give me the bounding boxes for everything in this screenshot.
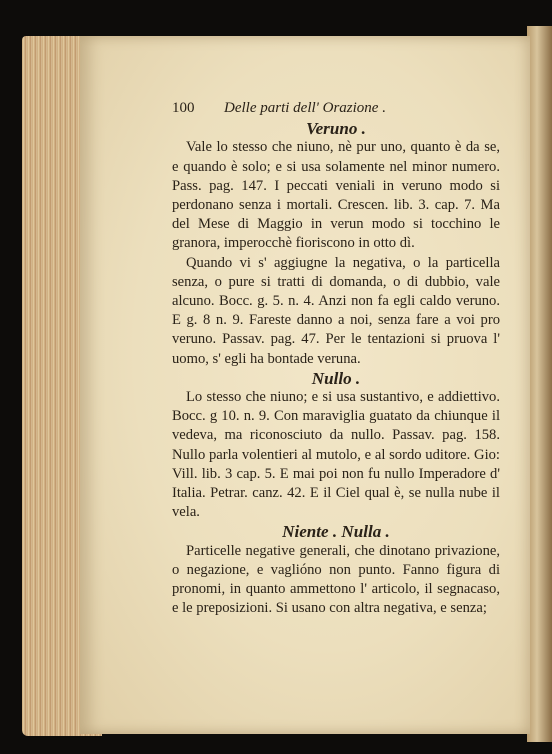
paragraph: Particelle negative generali, che dinotano privazione, o negazione, e vaglióno non punto. Fanno figura di pronomi, in quanto ammettono l' articolo, il segnacaso, e le preposizioni. Si usano con altra negativa, e senza; [172, 542, 500, 617]
paragraph: Vale lo stesso che niuno, nè pur uno, quanto è da se, e quando è solo; e si usa solamente nel minor numero. Pass. pag. 147. I peccati veniali in veruno modo si perdonano senza i mortali. Crescen. lib. 3. cap. 7. Ma del Mese di Maggio in verun modo si tocchino le granora, imperocchè fioriscono in otto dì. [172, 139, 500, 252]
section-heading-niente-nulla: Niente . Nulla . [282, 522, 390, 542]
section-heading-nullo: Nullo . [311, 368, 361, 388]
running-title: Delle parti dell' Orazione . [224, 100, 386, 116]
page-text [172, 99, 500, 618]
facing-page-edge [527, 26, 552, 742]
paragraph: Quando vi s' aggiugne la negativa, o la particella senza, o pure si tratti di domanda, o di dubbio, vale alcuno. Bocc. g. 5. n. 4. Anzi non fa egli caldo veruno. E g. 8 n. 9. Fareste danno a noi, senza fare a voi pro veruno. Passav. pag. 47. Per le tentazioni si pruova l' uomo, s' egli ha bontade veruna. [172, 254, 500, 367]
running-head [172, 99, 500, 118]
paragraph: Lo stesso che niuno; e si usa sustantivo, e addiettivo. Bocc. g 10. n. 9. Con maraviglia guatato da chiunque il vedeva, ma riconosciuto da nullo. Passav. pag. 158. Nullo parla volentieri al mutolo, e al sordo uditore. Gio: Vill. lib. 3 cap. 5. E mai poi non fu nullo Imperadore d' Italia. Petrar. canz. 42. E il Ciel qual è, se nulla nube il vela. [172, 389, 500, 521]
page-number: 100 [172, 100, 195, 116]
section-heading-veruno: Veruno . [306, 119, 366, 139]
